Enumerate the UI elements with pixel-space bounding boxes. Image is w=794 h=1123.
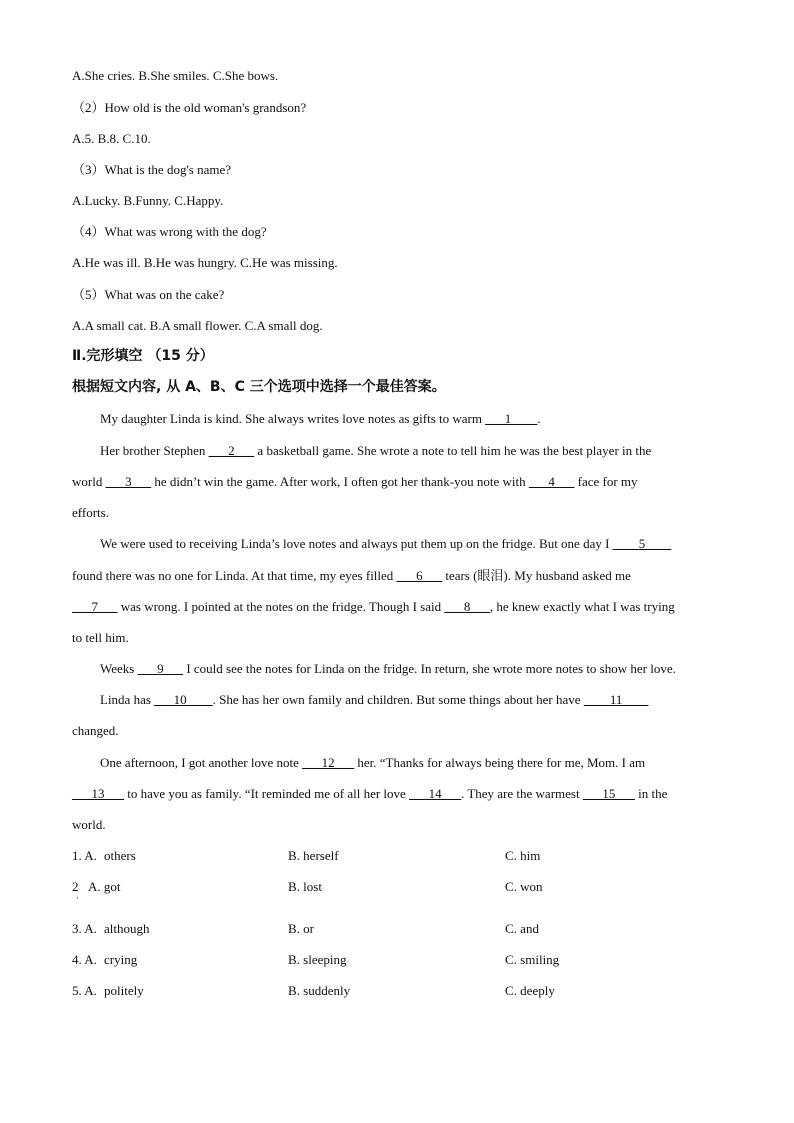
passage-text: Weeks [100, 661, 138, 676]
option-a: although [104, 921, 150, 936]
option-a: crying [104, 952, 138, 967]
blank-7: ___7___ [72, 599, 118, 614]
passage-text: We were used to receiving Linda’s love notes and always put them up on the fridge. But one day I [100, 536, 613, 551]
option-c: C. deeply [505, 983, 555, 998]
q5-question: （5）What was on the cake? [72, 287, 225, 302]
option-a: politely [104, 983, 144, 998]
passage-text: world [72, 474, 106, 489]
passage-line [100, 754, 645, 772]
option-b: B. or [288, 921, 314, 936]
passage-line [100, 660, 676, 678]
q2-question: （2）How old is the old woman's grandson? [72, 100, 307, 115]
section-title: Ⅱ.完形填空 （15 分） [72, 348, 214, 364]
passage-text: was wrong. I pointed at the notes on the fridge. Though I said [117, 599, 445, 614]
passage-line [72, 598, 675, 616]
blank-13: ___13___ [72, 786, 124, 801]
option-num: 3. A. [72, 921, 97, 936]
blank-3: ___3___ [105, 474, 152, 489]
passage-line: efforts. [72, 505, 109, 520]
q3-options: A.Lucky. B.Funny. C.Happy. [72, 193, 224, 208]
passage-line: to tell him. [72, 630, 129, 645]
passage-text: found there was no one for Linda. At that time, my eyes filled [72, 568, 397, 583]
passage-text: My daughter Linda is kind. She always writes love notes as gifts to warm [100, 411, 486, 426]
blank-12: ___12___ [302, 755, 355, 770]
blank-8: ___8___ [444, 599, 490, 614]
passage-text: , he knew exactly what I was trying [489, 599, 675, 614]
blank-14: ___14___ [409, 786, 462, 801]
passage-text: tears (眼泪). My husband asked me [442, 568, 631, 583]
blank-9: ___9___ [137, 661, 184, 676]
option-b: B. herself [288, 848, 339, 863]
option-mark: · [76, 893, 79, 903]
passage-text: . They are the warmest [461, 786, 583, 801]
passage-line [100, 442, 651, 460]
q2-options: A.5. B.8. C.10. [72, 131, 151, 146]
q5-options: A.A small cat. B.A small flower. C.A small dog. [72, 318, 323, 333]
passage-text: in the [634, 786, 668, 801]
passage-text: face for my [574, 474, 638, 489]
blank-11: ____11____ [583, 692, 649, 707]
q4-options: A.He was ill. B.He was hungry. C.He was missing. [72, 255, 338, 270]
blank-15: ___15___ [582, 786, 635, 801]
blank-10: ___10____ [154, 692, 213, 707]
passage-text: Her brother Stephen [100, 443, 209, 458]
passage-line [100, 691, 648, 709]
option-c: C. and [505, 921, 539, 936]
q4-question: （4）What was wrong with the dog? [72, 224, 267, 239]
passage-text: One afternoon, I got another love note [100, 755, 303, 770]
passage-text: . She has her own family and children. But some things about her have [212, 692, 584, 707]
passage-line [100, 410, 541, 428]
option-num: 4. A. [72, 952, 97, 967]
passage-text: I could see the notes for Linda on the fridge. In return, she wrote more notes to show her love. [183, 661, 676, 676]
blank-6: ___6___ [396, 568, 443, 583]
option-num: 1. A. [72, 848, 97, 863]
passage-line [100, 535, 671, 553]
passage-text: he didn’t win the game. After work, I often got her thank-you note with [151, 474, 529, 489]
passage-text: her. “Thanks for always being there for me, Mom. I am [354, 755, 646, 770]
option-c: C. him [505, 848, 541, 863]
blank-4: ___4___ [528, 474, 575, 489]
option-b: B. suddenly [288, 983, 351, 998]
q1-options: A.She cries. B.She smiles. C.She bows. [72, 68, 279, 83]
option-num: 5. A. [72, 983, 97, 998]
passage-line: world. [72, 817, 106, 832]
blank-2: ___2___ [208, 443, 255, 458]
option-a: others [104, 848, 136, 863]
option-c: C. smiling [505, 952, 560, 967]
option-b: B. sleeping [288, 952, 347, 967]
blank-1: ___1____ [485, 411, 538, 426]
blank-5: ____5____ [612, 536, 672, 551]
option-num: 2 [72, 879, 79, 894]
passage-text: a basketball game. She wrote a note to tell him he was the best player in the [254, 443, 652, 458]
passage-line: changed. [72, 723, 119, 738]
option-a: A. got [88, 879, 121, 894]
passage-text: . [537, 411, 541, 426]
passage-text: to have you as family. “It reminded me of all her love [124, 786, 410, 801]
passage-line [72, 567, 631, 585]
option-b: B. lost [288, 879, 322, 894]
passage-line [72, 473, 638, 491]
passage-line [72, 785, 667, 803]
q3-question: （3）What is the dog's name? [72, 162, 232, 177]
passage-text: Linda has [100, 692, 155, 707]
option-c: C. won [505, 879, 543, 894]
section-instruction: 根据短文内容, 从 A、B、C 三个选项中选择一个最佳答案。 [72, 379, 446, 395]
